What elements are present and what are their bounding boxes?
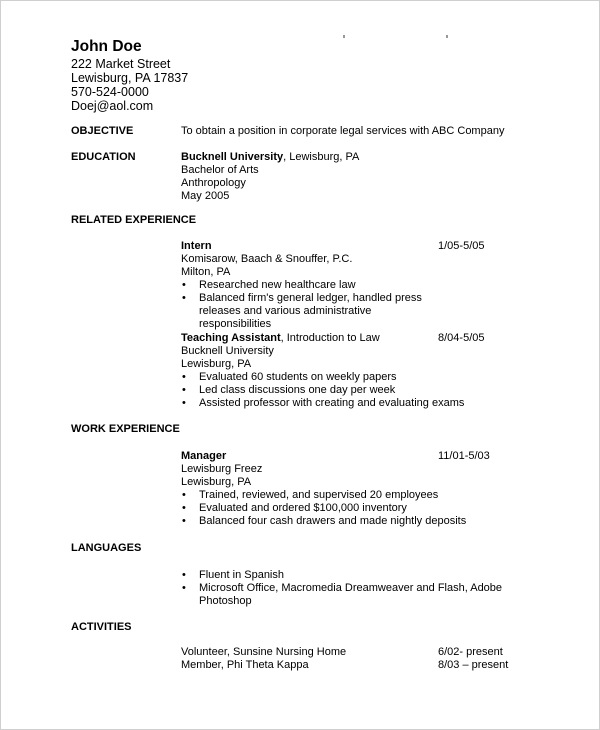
scan-mark	[446, 35, 448, 38]
job-dates: 1/05-5/05	[438, 240, 485, 252]
scan-mark	[343, 35, 345, 38]
skills-list	[181, 569, 516, 608]
job-title: Intern	[181, 240, 212, 252]
major: Anthropology	[181, 177, 246, 189]
email-address: Doej@aol.com	[71, 99, 154, 113]
activities-block	[181, 646, 431, 672]
duties-list	[181, 279, 441, 331]
objective-heading: OBJECTIVE	[71, 125, 134, 137]
skill-item: • Microsoft Office, Macromedia Dreamweaver and Flash, Adobe Photoshop	[181, 582, 516, 608]
activity-date: 8/03 – present	[438, 659, 509, 671]
employer: Komisarow, Baach & Snouffer, P.C.	[181, 253, 353, 265]
job-location: Lewisburg, PA	[181, 476, 252, 488]
duty-item: • Balanced four cash drawers and made nightly deposits	[181, 515, 501, 528]
job-title: Teaching Assistant	[181, 332, 281, 344]
activity-date: 6/02- present	[438, 646, 503, 658]
job-dates: 8/04-5/05	[438, 332, 485, 344]
duty-item: • Assisted professor with creating and evaluating exams	[181, 397, 501, 410]
activity-dates	[438, 646, 508, 672]
duty-item: • Balanced firm's general ledger, handled press releases and various administrative responsibilities	[181, 292, 441, 331]
phone-number: 570-524-0000	[71, 85, 149, 99]
school-name: Bucknell University	[181, 151, 284, 163]
objective-statement: To obtain a position in corporate legal services with ABC Company	[181, 125, 505, 137]
job-dates: 11/01-5/03	[438, 450, 490, 462]
work-experience-heading: WORK EXPERIENCE	[71, 423, 180, 435]
job-location: Lewisburg, PA	[181, 358, 252, 370]
job-title: Manager	[181, 450, 227, 462]
street-address: 222 Market Street	[71, 57, 171, 71]
applicant-name: John Doe	[71, 38, 142, 55]
languages-block	[181, 569, 516, 608]
languages-heading: LANGUAGES	[71, 542, 142, 554]
employer: Lewisburg Freez	[181, 463, 263, 475]
school-location: , Lewisburg, PA	[283, 151, 360, 163]
experience-entry	[181, 240, 441, 331]
employer: Bucknell University	[181, 345, 274, 357]
education-heading: EDUCATION	[71, 151, 136, 163]
skill-item: • Fluent in Spanish	[181, 569, 516, 582]
education-block	[181, 151, 521, 203]
contact-block	[71, 57, 188, 113]
job-title-suffix: , Introduction to Law	[280, 332, 380, 344]
job-location: Milton, PA	[181, 266, 231, 278]
objective-text	[181, 125, 561, 138]
duties-list	[181, 489, 501, 528]
duty-item: • Evaluated 60 students on weekly papers	[181, 371, 501, 384]
activity-item: Volunteer, Sunsine Nursing Home	[181, 646, 347, 658]
duty-item: • Researched new healthcare law	[181, 279, 441, 292]
duties-list	[181, 371, 501, 410]
city-state-zip: Lewisburg, PA 17837	[71, 71, 189, 85]
activity-item: Member, Phi Theta Kappa	[181, 659, 309, 671]
graduation-date: May 2005	[181, 190, 230, 202]
degree: Bachelor of Arts	[181, 164, 259, 176]
duty-item: • Led class discussions one day per week	[181, 384, 501, 397]
related-experience-heading: RELATED EXPERIENCE	[71, 214, 197, 226]
activities-heading: ACTIVITIES	[71, 621, 132, 633]
duty-item: • Evaluated and ordered $100,000 inventory	[181, 502, 501, 515]
duty-item: • Trained, reviewed, and supervised 20 employees	[181, 489, 501, 502]
